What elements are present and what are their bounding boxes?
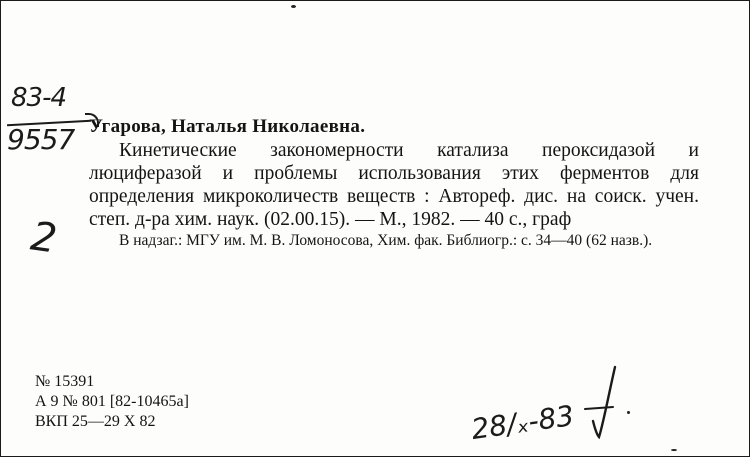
scan-speck [671, 449, 677, 451]
handwritten-checkmark-icon [583, 363, 623, 443]
registration-codes [35, 372, 189, 432]
card-number: № 15391 [35, 373, 95, 390]
vkp-code: ВКП 25—29 Х 82 [35, 413, 156, 430]
shelfmark-top: 83-4 [11, 83, 67, 113]
publisher-note: В надзаг.: МГУ им. М. В. Ломоносова, Хим. фак. Библиогр.: с. 34—40 (62 назв.). [119, 232, 653, 249]
scan-speck [291, 5, 296, 8]
register-code: А 9 № 801 [82-10465а] [35, 393, 189, 410]
author-heading: Угарова, Наталья Николаевна. [89, 116, 366, 137]
handwritten-date: 28/ₓ-83 [469, 398, 577, 447]
title-description: Кинетические закономерности катализа пероксидазой и люциферазой и проблемы использования этих ферментов для определения микроколичеств веществ : Автореф. дис. на соиск. учен. степ. д-ра хим. наук. (02.00.15). — М., 1982. — 40 с., граф [89, 140, 699, 230]
scan-speck [627, 411, 630, 414]
bibliographic-entry [89, 115, 699, 251]
margin-handwritten-mark: 2 [27, 213, 60, 263]
shelfmark-bottom: 9557 [7, 123, 75, 156]
